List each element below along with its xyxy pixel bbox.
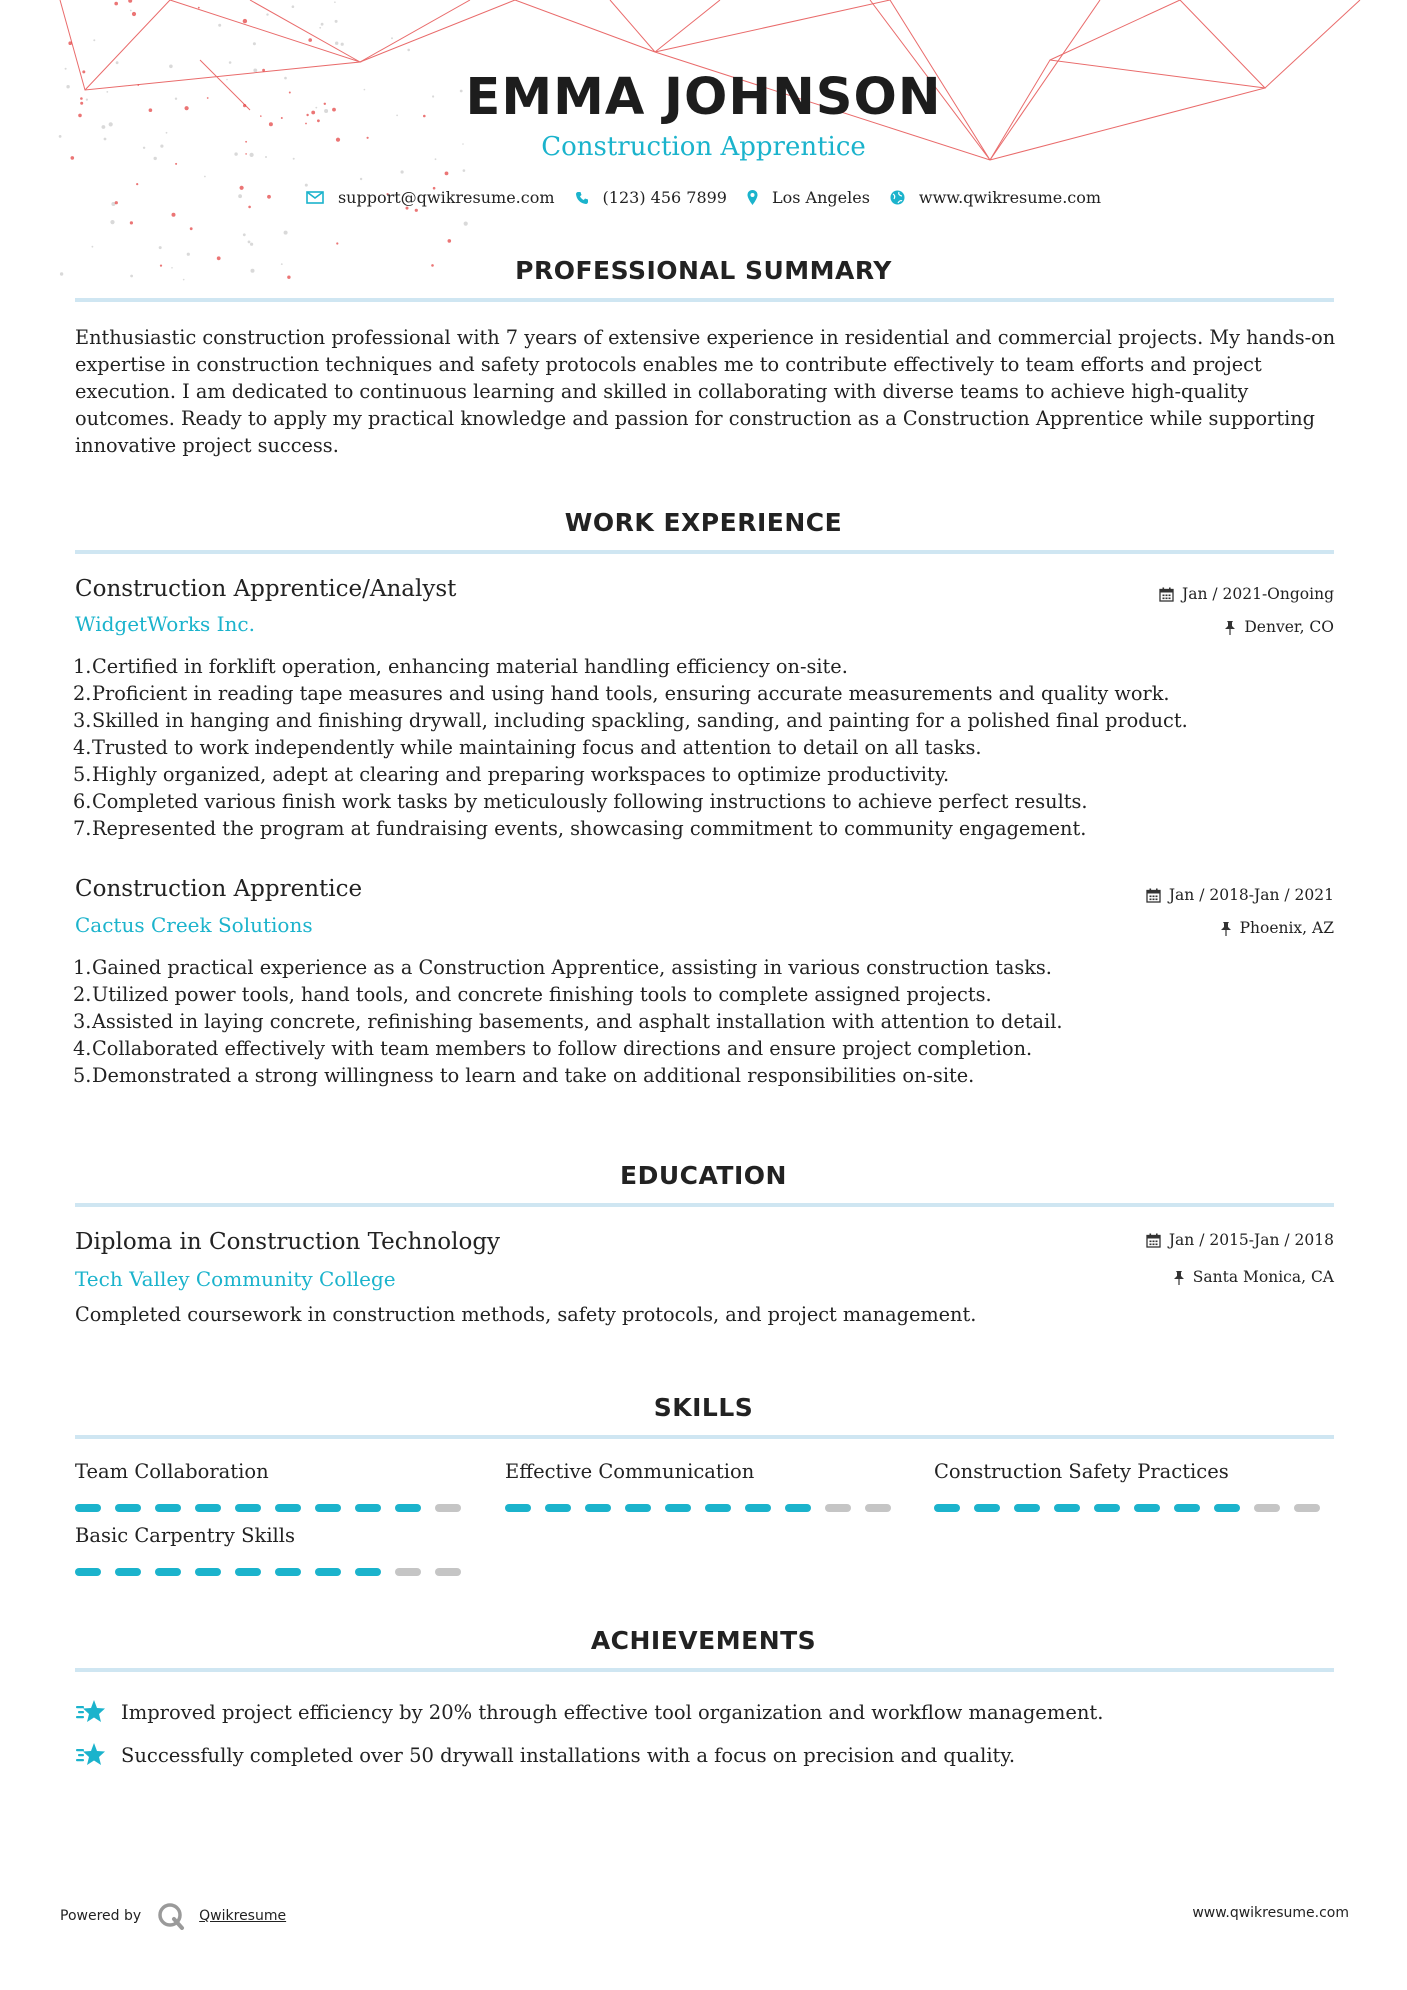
education-heading: EDUCATION xyxy=(620,1161,787,1190)
job-location-text: Phoenix, AZ xyxy=(1239,919,1334,937)
skill-dash-filled xyxy=(195,1568,221,1576)
list-text: Utilized power tools, hand tools, and concrete finishing tools to complete assigned projects. xyxy=(92,983,992,1006)
skill-level-bar xyxy=(505,1504,905,1512)
list-item xyxy=(73,1035,1063,1062)
list-text: Gained practical experience as a Construction Apprentice, assisting in various construction tasks. xyxy=(92,956,1052,979)
list-number: 5. xyxy=(73,1064,92,1087)
achievement-item xyxy=(75,1740,1015,1770)
skill-dash-filled xyxy=(115,1504,141,1512)
list-number: 1. xyxy=(73,956,92,979)
map-pin-icon xyxy=(747,190,758,205)
list-text: Certified in forklift operation, enhancing material handling efficiency on-site. xyxy=(92,655,848,678)
contact-website-text: www.qwikresume.com xyxy=(918,188,1102,207)
contact-bar xyxy=(0,188,1407,207)
skill-dash-filled xyxy=(315,1568,341,1576)
skill-dash-empty xyxy=(1294,1504,1320,1512)
phone-icon xyxy=(575,191,589,205)
job-dates xyxy=(1146,886,1334,904)
education-location-text: Santa Monica, CA xyxy=(1192,1268,1334,1286)
skill-dash-filled xyxy=(155,1568,181,1576)
footer-website[interactable]: www.qwikresume.com xyxy=(1192,1905,1349,1921)
powered-by-label: Powered by xyxy=(60,1908,142,1924)
footer-powered-by xyxy=(60,1902,286,1930)
job-dates xyxy=(1159,585,1334,603)
education-description: Completed coursework in construction methods, safety protocols, and project management. xyxy=(75,1303,977,1326)
list-text: Assisted in laying concrete, refinishing basements, and asphalt installation with attention to detail. xyxy=(92,1010,1063,1033)
job-bullets xyxy=(73,954,1063,1089)
skill-dash-empty xyxy=(1254,1504,1280,1512)
skill-item xyxy=(75,1460,475,1512)
list-item xyxy=(73,1008,1063,1035)
skill-name: Construction Safety Practices xyxy=(934,1460,1229,1483)
list-number: 4. xyxy=(73,1037,92,1060)
list-text: Trusted to work independently while maintaining focus and attention to detail on all tasks. xyxy=(92,736,982,759)
skill-name: Team Collaboration xyxy=(75,1460,269,1483)
list-text: Represented the program at fundraising events, showcasing commitment to community engagement. xyxy=(92,817,1087,840)
calendar-icon xyxy=(1159,587,1174,602)
skill-dash-filled xyxy=(665,1504,691,1512)
skill-level-bar xyxy=(934,1504,1334,1512)
list-number: 2. xyxy=(73,682,92,705)
list-item xyxy=(73,707,1188,734)
list-item xyxy=(73,954,1063,981)
skill-level-bar xyxy=(75,1504,475,1512)
list-item xyxy=(73,761,1188,788)
achievement-text: Successfully completed over 50 drywall installations with a focus on precision and quality. xyxy=(121,1743,1016,1767)
candidate-name: EMMA JOHNSON xyxy=(465,68,942,127)
skill-name: Basic Carpentry Skills xyxy=(75,1524,296,1547)
skill-dash-filled xyxy=(315,1504,341,1512)
list-text: Completed various finish work tasks by meticulously following instructions to achieve perfect results. xyxy=(92,790,1088,813)
skill-dash-filled xyxy=(1214,1504,1240,1512)
list-number: 4. xyxy=(73,736,92,759)
star-badge-icon xyxy=(75,1697,107,1727)
pushpin-icon xyxy=(1224,620,1236,635)
skill-dash-filled xyxy=(1094,1504,1120,1512)
list-number: 3. xyxy=(73,1010,92,1033)
skill-dash-filled xyxy=(275,1504,301,1512)
achievements-divider xyxy=(75,1668,1334,1672)
education-divider xyxy=(75,1203,1334,1207)
calendar-icon xyxy=(1146,1233,1161,1248)
qwikresume-logo-icon xyxy=(157,1902,185,1930)
skill-dash-filled xyxy=(275,1568,301,1576)
list-item xyxy=(73,734,1188,761)
list-item xyxy=(73,788,1188,815)
job-dates-text: Jan / 2021-Ongoing xyxy=(1181,585,1334,603)
contact-location xyxy=(747,188,870,207)
list-number: 2. xyxy=(73,983,92,1006)
contact-location-text: Los Angeles xyxy=(771,188,870,207)
list-text: Proficient in reading tape measures and using hand tools, ensuring accurate measurements and quality work. xyxy=(92,682,1170,705)
job-bullets xyxy=(73,653,1188,842)
job-dates-text: Jan / 2018-Jan / 2021 xyxy=(1168,886,1334,904)
skill-dash-filled xyxy=(195,1504,221,1512)
contact-phone[interactable] xyxy=(575,188,727,207)
skill-dash-filled xyxy=(355,1504,381,1512)
education-dates-text: Jan / 2015-Jan / 2018 xyxy=(1168,1231,1334,1249)
star-badge-icon xyxy=(75,1740,107,1770)
skill-item xyxy=(934,1460,1334,1512)
skill-dash-filled xyxy=(1054,1504,1080,1512)
skill-dash-filled xyxy=(355,1568,381,1576)
summary-divider xyxy=(75,298,1334,302)
skill-dash-filled xyxy=(115,1568,141,1576)
list-text: Collaborated effectively with team members to follow directions and ensure project completion. xyxy=(92,1037,1033,1060)
list-number: 6. xyxy=(73,790,92,813)
summary-text: Enthusiastic construction professional with 7 years of extensive experience in residential and commercial projects. My hands-on expertise in construction techniques and safety protocols enables me to contribute effectively to team efforts and project execution. I am dedicated to continuous learning and skilled in collaborating with diverse teams to achieve high-quality outcomes. Ready to apply my practical knowledge and passion for construction as a Construction Apprentice while supporting innovative project success. xyxy=(75,326,1336,457)
envelope-icon xyxy=(306,191,324,204)
skill-dash-filled xyxy=(235,1568,261,1576)
pushpin-icon xyxy=(1173,1270,1185,1285)
job-company: Cactus Creek Solutions xyxy=(75,913,313,937)
skill-dash-filled xyxy=(75,1504,101,1512)
job-location xyxy=(1224,618,1334,636)
list-text: Skilled in hanging and finishing drywall, including spackling, sanding, and painting for a polished final product. xyxy=(92,709,1188,732)
list-number: 7. xyxy=(73,817,92,840)
skills-heading: SKILLS xyxy=(653,1393,754,1422)
achievements-heading: ACHIEVEMENTS xyxy=(590,1626,817,1655)
skill-dash-empty xyxy=(395,1568,421,1576)
skill-item xyxy=(75,1524,475,1576)
education-school: Tech Valley Community College xyxy=(75,1267,396,1291)
candidate-role: Construction Apprentice xyxy=(541,132,866,162)
experience-heading: WORK EXPERIENCE xyxy=(564,508,843,537)
skill-item xyxy=(505,1460,905,1512)
list-item xyxy=(73,1062,1063,1089)
job-location-text: Denver, CO xyxy=(1244,618,1334,636)
skill-dash-filled xyxy=(1174,1504,1200,1512)
summary-heading: PROFESSIONAL SUMMARY xyxy=(515,256,892,285)
skill-dash-filled xyxy=(934,1504,960,1512)
list-item xyxy=(73,815,1188,842)
list-item xyxy=(73,981,1063,1008)
experience-divider xyxy=(75,550,1334,554)
list-text: Demonstrated a strong willingness to learn and take on additional responsibilities on-site. xyxy=(92,1064,975,1087)
skill-dash-filled xyxy=(745,1504,771,1512)
skill-dash-filled xyxy=(625,1504,651,1512)
skill-dash-filled xyxy=(785,1504,811,1512)
contact-phone-text: (123) 456 7899 xyxy=(602,188,727,207)
skill-dash-empty xyxy=(435,1504,461,1512)
list-item xyxy=(73,680,1188,707)
education-degree: Diploma in Construction Technology xyxy=(75,1229,501,1255)
job-company: WidgetWorks Inc. xyxy=(75,612,255,636)
job-title: Construction Apprentice xyxy=(75,876,363,902)
skill-dash-filled xyxy=(155,1504,181,1512)
list-number: 3. xyxy=(73,709,92,732)
globe-icon xyxy=(890,190,905,205)
pushpin-icon xyxy=(1220,921,1232,936)
list-item xyxy=(73,653,1188,680)
job-location xyxy=(1220,919,1334,937)
list-number: 5. xyxy=(73,763,92,786)
skill-name: Effective Communication xyxy=(505,1460,755,1483)
calendar-icon xyxy=(1146,888,1161,903)
skill-dash-filled xyxy=(235,1504,261,1512)
list-number: 1. xyxy=(73,655,92,678)
skill-dash-empty xyxy=(825,1504,851,1512)
skill-dash-filled xyxy=(545,1504,571,1512)
skill-dash-empty xyxy=(435,1568,461,1576)
skill-dash-filled xyxy=(1134,1504,1160,1512)
skill-dash-filled xyxy=(1014,1504,1040,1512)
skill-dash-filled xyxy=(395,1504,421,1512)
skill-dash-filled xyxy=(505,1504,531,1512)
qwikresume-link[interactable]: Qwikresume xyxy=(199,1908,287,1924)
achievement-text: Improved project efficiency by 20% through effective tool organization and workflow management. xyxy=(121,1700,1104,1724)
contact-website[interactable] xyxy=(890,188,1101,207)
list-text: Highly organized, adept at clearing and preparing workspaces to optimize productivity. xyxy=(92,763,950,786)
contact-email[interactable] xyxy=(306,188,555,207)
job-title: Construction Apprentice/Analyst xyxy=(75,576,457,602)
skill-level-bar xyxy=(75,1568,475,1576)
skill-dash-filled xyxy=(974,1504,1000,1512)
skill-dash-empty xyxy=(865,1504,891,1512)
education-dates xyxy=(1146,1231,1334,1249)
skill-dash-filled xyxy=(75,1568,101,1576)
contact-email-text: support@qwikresume.com xyxy=(337,188,555,207)
skill-dash-filled xyxy=(585,1504,611,1512)
skill-dash-filled xyxy=(705,1504,731,1512)
achievement-item xyxy=(75,1697,1103,1727)
education-location xyxy=(1173,1268,1334,1286)
skills-divider xyxy=(75,1435,1334,1439)
